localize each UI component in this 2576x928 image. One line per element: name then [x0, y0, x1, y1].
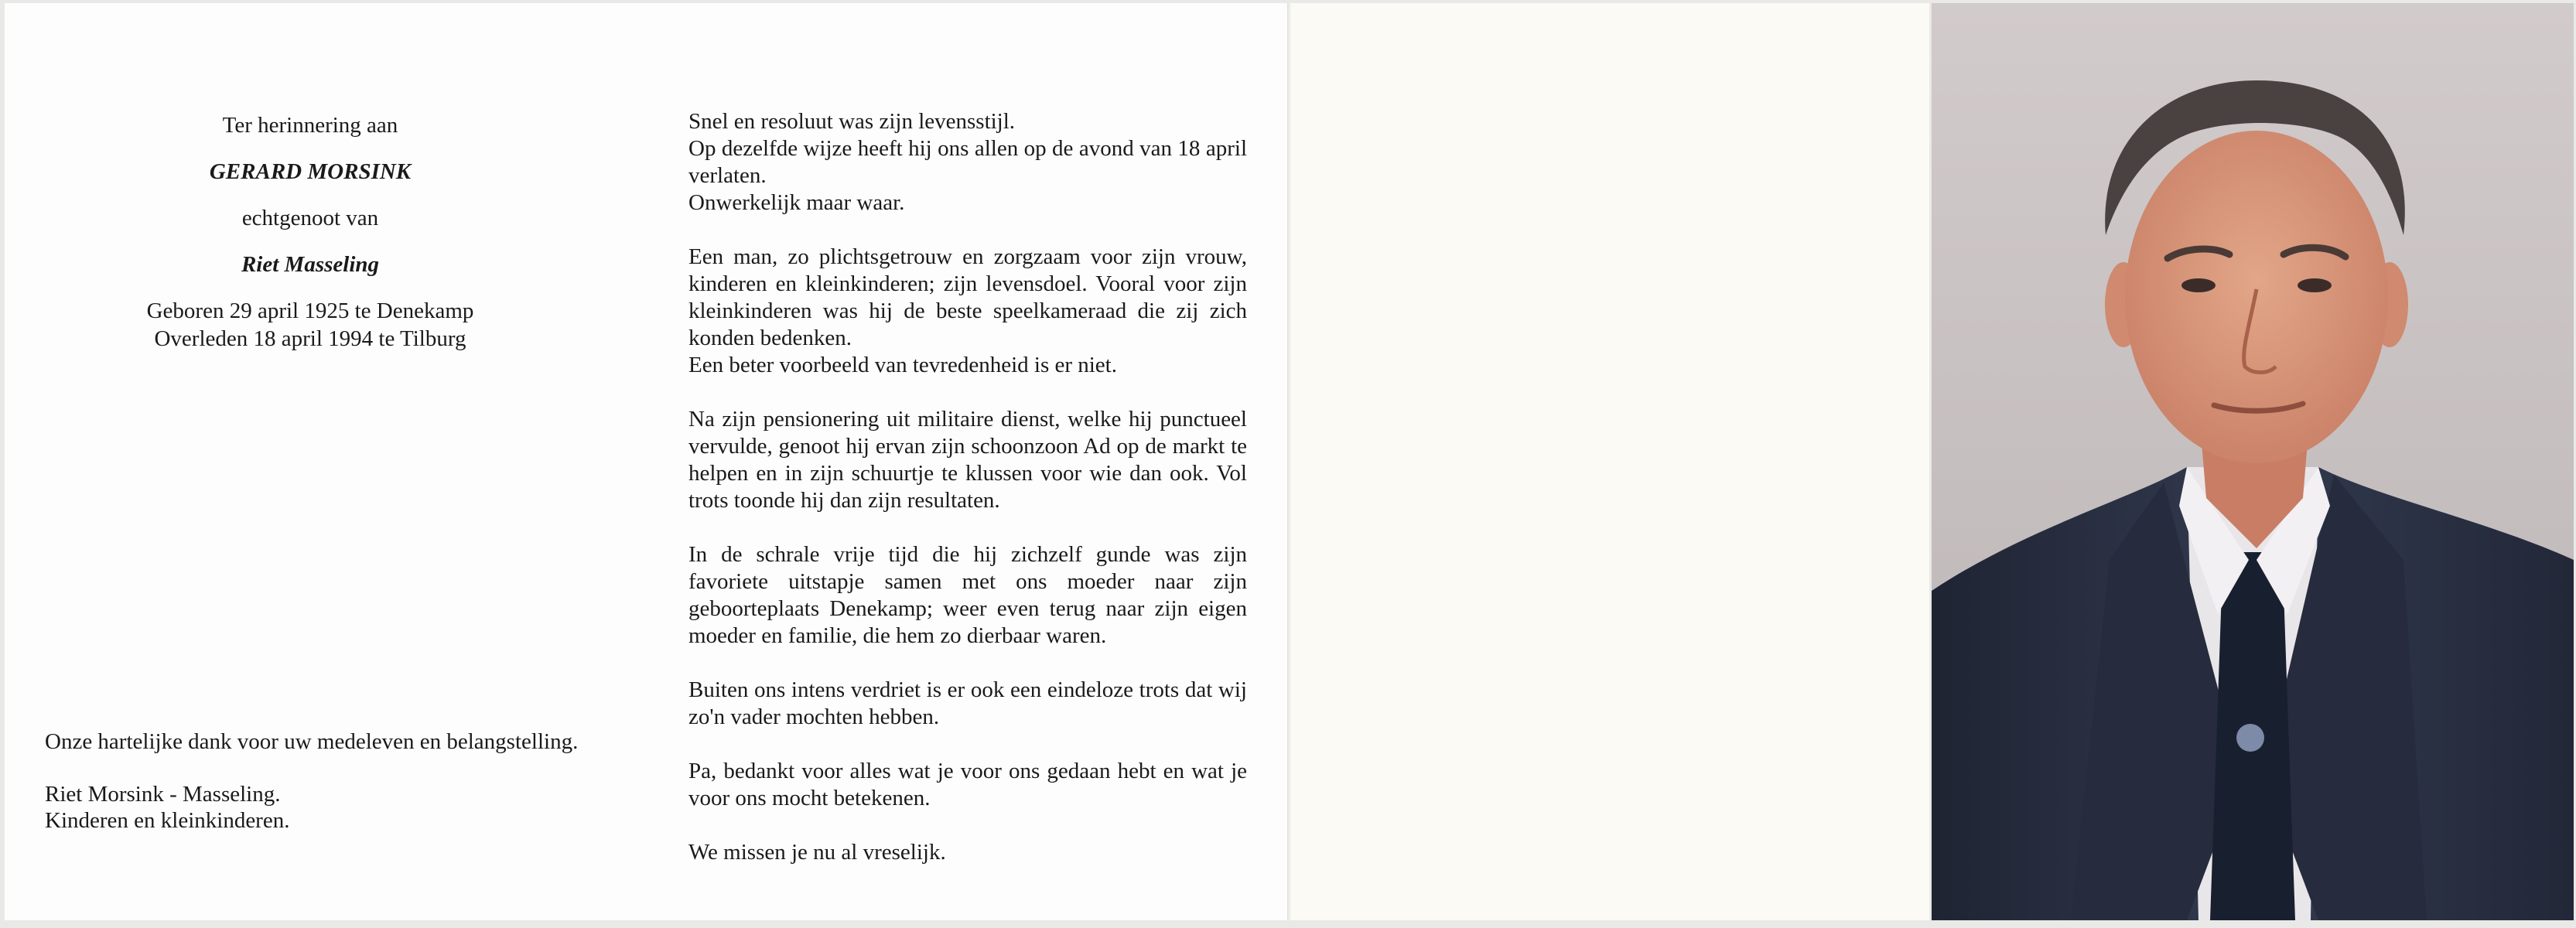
memorial-text: [688, 108, 1247, 893]
relation-text: echtgenoot van: [241, 206, 379, 230]
poem-line: Onwerkelijk maar waar.: [688, 190, 905, 215]
poem-paragraph: We missen je nu al vreselijk.: [688, 840, 946, 865]
poem-paragraph: Buiten ons intens verdriet is er ook een eindeloze trots dat wij zo'n vader mochten hebben.: [688, 677, 1247, 729]
signature-line-2: Kinderen en kleinkinderen.: [45, 808, 290, 833]
poem-paragraph: Een beter voorbeeld van tevredenheid is er niet.: [688, 353, 1117, 377]
memorial-heading: [121, 111, 500, 353]
death-line: Overleden 18 april 1994 te Tilburg: [154, 326, 466, 351]
poem-line: Snel en resoluut was zijn levensstijl.: [688, 109, 1016, 134]
signature-line-1: Riet Morsink - Masseling.: [45, 782, 281, 807]
poem-paragraph: Na zijn pensionering uit militaire dienst, welke hij punctueel vervulde, genoot hij ervan zijn schoonzoon Ad op de markt te helpen en in zijn schuurtje te klussen voor wie dan ook. Vol trots toonde hij dan zijn resultaten.: [688, 407, 1247, 513]
thanks-block: [45, 728, 579, 834]
poem-paragraph: Een man, zo plichtsgetrouw en zorgzaam voor zijn vrouw, kinderen en kleinkinderen; zijn levensdoel. Vooral voor zijn kleinkinderen was hij de beste speelkameraad die zij zich konden bedenken.: [688, 244, 1247, 350]
spouse-name: Riet Masseling: [241, 252, 380, 277]
poem-paragraph: In de schrale vrije tijd die hij zichzelf gunde was zijn favoriete uitstapje samen met ons moeder naar zijn geboorteplaats Denekamp; weer even terug naar zijn eigen moeder en familie, die hem zo dierbaar waren.: [688, 542, 1247, 648]
poem-line: Op dezelfde wijze heeft hij ons allen op de avond van 18 april verlaten.: [688, 136, 1247, 188]
deceased-name: GERARD MORSINK: [209, 159, 412, 184]
portrait-photo: [1932, 3, 2574, 920]
fold-line: [1287, 3, 1290, 920]
birth-line: Geboren 29 april 1925 te Denekamp: [146, 299, 474, 323]
memorial-card-inner-left: [5, 3, 1289, 920]
intro-text: Ter herinnering aan: [222, 113, 398, 138]
thanks-text: Onze hartelijke dank voor uw medeleven en belangstelling.: [45, 729, 579, 754]
poem-paragraph: Pa, bedankt voor alles wat je voor ons gedaan hebt en wat je voor ons mocht betekenen.: [688, 759, 1247, 810]
portrait-illustration: [1932, 3, 2574, 920]
memorial-card-blank-panel: [1290, 3, 1929, 920]
